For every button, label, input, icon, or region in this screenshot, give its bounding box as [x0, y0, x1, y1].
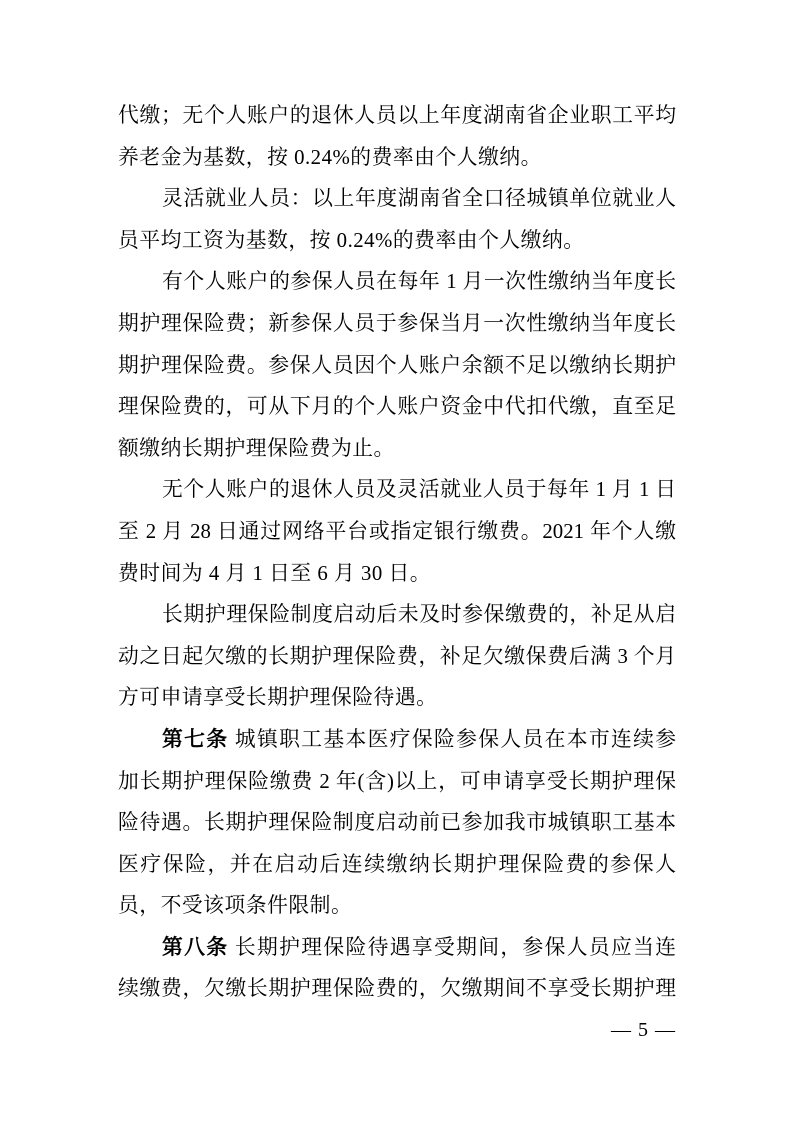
text-line: 员，不受该项条件限制。 [118, 894, 353, 918]
document-body [118, 95, 676, 1010]
text-line: 灵活就业人员：以上年度湖南省全口径城镇单位就业人 [162, 187, 676, 211]
text-line: 理保险费的，可从下月的个人账户资金中代扣代缴，直至足 [118, 395, 676, 419]
text-line: 医疗保险，并在启动后连续缴纳长期护理保险费的参保人 [118, 852, 676, 876]
text-line: 期护理保险费。参保人员因个人账户余额不足以缴纳长期护 [118, 353, 676, 377]
text-line: 长期护理保险制度启动后未及时参保缴费的，补足从启 [162, 603, 676, 627]
article-eight-heading: 第八条 [162, 935, 235, 959]
text-line: 续缴费，欠缴长期护理保险费的，欠缴期间不享受长期护理 [118, 977, 676, 1001]
text-line: 员平均工资为基数，按 0.24%的费率由个人缴纳。 [118, 228, 585, 252]
text-line [118, 719, 676, 761]
text-line: 动之日起欠缴的长期护理保险费，补足欠缴保费后满 3 个月 [118, 644, 676, 668]
text-line: 至 2 月 28 日通过网络平台或指定银行缴费。2021 年个人缴 [118, 519, 676, 543]
text-line-body: 城镇职工基本医疗保险参保人员在本市连续参 [234, 727, 676, 751]
text-line [118, 927, 676, 969]
text-line: 代缴；无个人账户的退休人员以上年度湖南省企业职工平均 [118, 104, 676, 127]
text-line: 额缴纳长期护理保险费为止。 [118, 436, 395, 460]
text-line-body: 长期护理保险待遇享受期间，参保人员应当连 [234, 935, 676, 959]
page-number: — 5 — [611, 1019, 676, 1041]
text-line: 无个人账户的退休人员及灵活就业人员于每年 1 月 1 日 [162, 478, 676, 502]
text-line: 方可申请享受长期护理保险待遇。 [118, 686, 438, 710]
text-line: 费时间为 4 月 1 日至 6 月 30 日。 [118, 561, 432, 585]
text-line: 加长期护理保险缴费 2 年(含)以上，可申请享受长期护理保 [118, 769, 676, 793]
text-line: 险待遇。长期护理保险制度启动前已参加我市城镇职工基本 [118, 811, 676, 835]
text-line: 有个人账户的参保人员在每年 1 月一次性缴纳当年度长 [162, 270, 676, 294]
text-line: 养老金为基数，按 0.24%的费率由个人缴纳。 [118, 145, 542, 169]
text-line: 期护理保险费；新参保人员于参保当月一次性缴纳当年度长 [118, 311, 676, 335]
article-seven-heading: 第七条 [162, 727, 235, 751]
